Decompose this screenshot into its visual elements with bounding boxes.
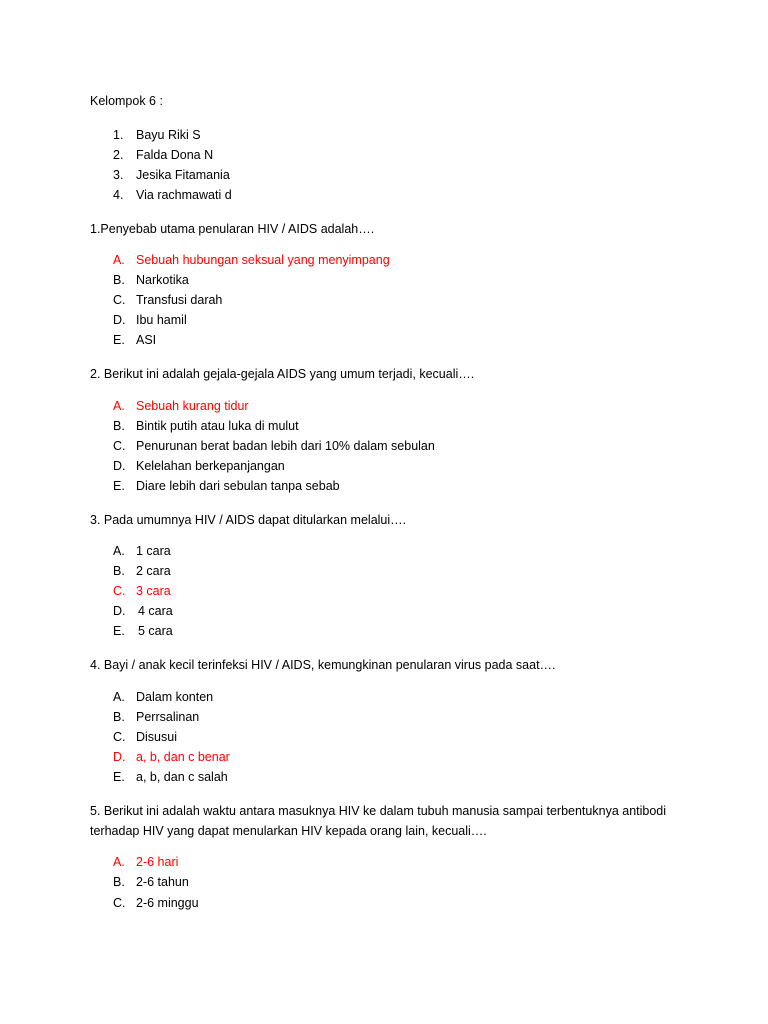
option-marker: C. — [113, 439, 126, 453]
question-1: 1.Penyebab utama penularan HIV / AIDS adalah…. — [90, 222, 375, 236]
option-marker: C. — [113, 293, 126, 307]
member-name: Jesika Fitamania — [136, 168, 230, 182]
option-text: 4 cara — [138, 604, 173, 618]
option-marker: A. — [113, 690, 125, 704]
option-text: 1 cara — [136, 544, 171, 558]
option-marker: B. — [113, 710, 125, 724]
option-marker: A. — [113, 544, 125, 558]
option-marker: B. — [113, 419, 125, 433]
option-marker: A. — [113, 399, 125, 413]
group-title: Kelompok 6 : — [90, 94, 163, 108]
option-marker: D. — [113, 313, 126, 327]
question-2: 2. Berikut ini adalah gejala-gejala AIDS yang umum terjadi, kecuali…. — [90, 367, 475, 381]
option-text: Bintik putih atau luka di mulut — [136, 419, 299, 433]
option-marker: E. — [113, 770, 125, 784]
option-text: Narkotika — [136, 273, 189, 287]
option-marker: A. — [113, 253, 125, 267]
list-marker: 1. — [113, 128, 124, 142]
option-text: Penurunan berat badan lebih dari 10% dalam sebulan — [136, 439, 435, 453]
question-5-line-2: terhadap HIV yang dapat menularkan HIV kepada orang lain, kecuali…. — [90, 824, 487, 838]
option-text: Dalam konten — [136, 690, 214, 704]
option-marker: B. — [113, 273, 125, 287]
option-marker: E. — [113, 624, 125, 638]
list-marker: 4. — [113, 188, 124, 202]
option-marker: C. — [113, 730, 126, 744]
option-text: ASI — [136, 333, 157, 347]
option-text: Disusui — [136, 730, 177, 744]
option-text: Sebuah kurang tidur — [136, 399, 249, 413]
question-3: 3. Pada umumnya HIV / AIDS dapat ditularkan melalui…. — [90, 513, 407, 527]
option-marker: D. — [113, 604, 126, 618]
option-marker: A. — [113, 855, 125, 869]
option-text: Diare lebih dari sebulan tanpa sebab — [136, 479, 340, 493]
option-marker: D. — [113, 459, 126, 473]
option-text: 2-6 hari — [136, 855, 179, 869]
option-text: 2-6 minggu — [136, 896, 199, 910]
option-text: Transfusi darah — [136, 293, 223, 307]
option-text: Perrsalinan — [136, 710, 200, 724]
option-text: 3 cara — [136, 584, 171, 598]
option-text: Ibu hamil — [136, 313, 187, 327]
member-name: Falda Dona N — [136, 148, 214, 162]
option-marker: B. — [113, 875, 125, 889]
question-4: 4. Bayi / anak kecil terinfeksi HIV / AIDS, kemungkinan penularan virus pada saat…. — [90, 658, 556, 672]
option-marker: D. — [113, 750, 126, 764]
list-marker: 2. — [113, 148, 124, 162]
member-name: Via rachmawati d — [136, 188, 232, 202]
option-text: Kelelahan berkepanjangan — [136, 459, 285, 473]
option-text: 5 cara — [138, 624, 173, 638]
question-5-line-1: 5. Berikut ini adalah waktu antara masuknya HIV ke dalam tubuh manusia sampai terbentuknya antibodi — [90, 804, 667, 818]
option-marker: B. — [113, 564, 125, 578]
option-text: 2-6 tahun — [136, 875, 189, 889]
option-text: Sebuah hubungan seksual yang menyimpang — [136, 253, 390, 267]
member-name: Bayu Riki S — [136, 128, 201, 142]
option-marker: C. — [113, 896, 126, 910]
list-marker: 3. — [113, 168, 124, 182]
option-text: a, b, dan c salah — [136, 770, 228, 784]
option-text: a, b, dan c benar — [136, 750, 230, 764]
option-marker: E. — [113, 479, 125, 493]
option-text: 2 cara — [136, 564, 171, 578]
option-marker: C. — [113, 584, 126, 598]
option-marker: E. — [113, 333, 125, 347]
